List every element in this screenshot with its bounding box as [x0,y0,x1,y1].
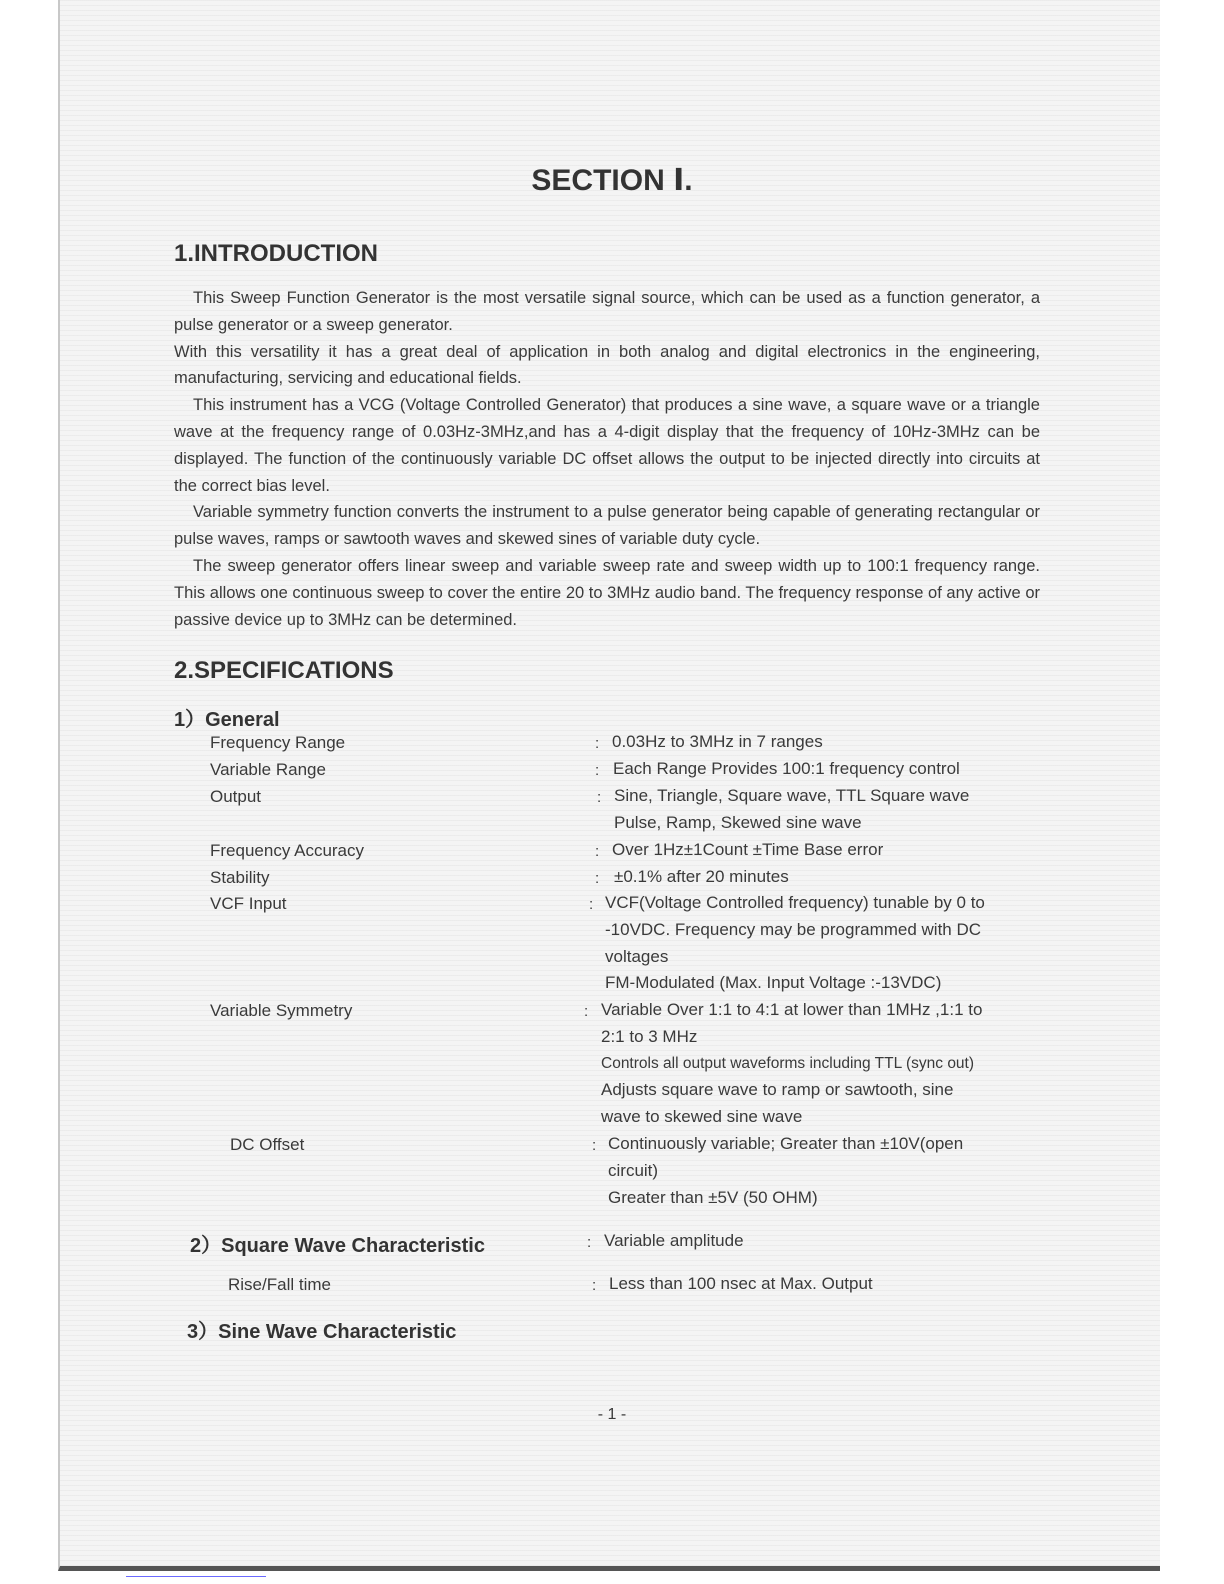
spec-colon: : [592,1277,597,1294]
square-wave-heading: 2）Square Wave Characteristic [190,1235,485,1257]
page-number: - 1 - [597,1406,627,1423]
spec-colon: : [595,735,600,752]
general-heading: 1）General [174,709,280,731]
introduction-heading: 1.INTRODUCTION [174,240,378,267]
spec-value-line: 2:1 to 3 MHz [601,1026,698,1046]
spec-value-line: Adjusts square wave to ramp or sawtooth, sine [601,1080,954,1100]
intro-paragraph: The sweep generator offers linear sweep and variable sweep rate and sweep width up to 100:1 frequency range. This allows one continuous sweep to cover the entire 20 to 3MHz audio band. The frequency response of any active or passive device up to 3MHz can be determined. [174,556,1040,629]
section-title: SECTION Ⅰ. [531,164,693,197]
spec-colon: : [595,843,600,860]
specifications-heading: 2.SPECIFICATIONS [174,657,394,684]
spec-colon: : [587,1234,592,1251]
spec-value-frequency-accuracy [612,837,883,864]
spec-value-line: voltages [605,946,669,966]
spec-value-line: VCF(Voltage Controlled frequency) tunable by 0 to [605,893,985,912]
spec-colon: : [595,762,600,779]
intro-paragraph: This instrument has a VCG (Voltage Controlled Generator) that produces a sine wave, a square wave or a triangle wave at the frequency range of 0.03Hz-3MHz,and has a 4-digit display that the frequency of 10Hz-3MHz can be displayed. The function of the continuously variable DC offset allows the output to be injected directly into circuits at the correct bias level. [174,396,1040,495]
spec-value-line: Each Range Provides 100:1 frequency control [613,759,960,778]
spec-colon: : [595,870,600,887]
spec-value-line: wave to skewed sine wave [601,1107,803,1127]
spec-label-stability: Stability [210,868,270,887]
spec-label-output: Output [210,787,262,806]
intro-paragraph: Variable symmetry function converts the instrument to a pulse generator being capable of generating rectangular or pulse waves, ramps or sawtooth waves and skewed sines of variable duty cycle. [174,503,1040,549]
spec-label-frequency-range: Frequency Range [210,733,346,752]
spec-label-variable-symmetry: Variable Symmetry [210,1001,353,1020]
spec-value-line: Variable Over 1:1 to 4:1 at lower than 1MHz ,1:1 to [601,1000,983,1019]
sine-wave-heading: 3）Sine Wave Characteristic [187,1321,457,1343]
spec-label-frequency-accuracy: Frequency Accuracy [210,841,365,860]
spec-value-line: FM-Modulated (Max. Input Voltage :-13VDC) [605,973,942,993]
spec-value-line: Sine, Triangle, Square wave, TTL Square wave [614,786,970,805]
introduction-body [174,285,1040,633]
spec-value-line: circuit) [608,1160,659,1180]
bottom-divider [126,1576,266,1577]
spec-value-line: Over 1Hz±1Count ±Time Base error [612,840,884,859]
spec-colon: : [584,1003,589,1020]
spec-label-variable-range: Variable Range [210,760,326,779]
spec-colon: : [589,896,594,913]
spec-value-output [614,783,969,837]
spec-colon: : [597,789,602,806]
spec-value-line: Pulse, Ramp, Skewed sine wave [614,812,862,832]
spec-value-line: Controls all output waveforms including TTL (sync out) [601,1054,975,1072]
spec-label-dc-offset: DC Offset [230,1135,305,1154]
spec-value-dc-offset [608,1131,963,1211]
spec-label-vcf-input: VCF Input [210,894,287,913]
spec-value-line: ±0.1% after 20 minutes [614,867,789,886]
spec-value-stability [614,864,789,891]
spec-colon: : [592,1137,597,1154]
spec-value-frequency-range [612,729,823,756]
spec-value-rise-fall-time: Less than 100 nsec at Max. Output [609,1274,873,1293]
spec-value-line: Greater than ±5V (50 OHM) [608,1187,818,1207]
spec-value-line: -10VDC. Frequency may be programmed with DC [605,919,982,939]
spec-value-vcf-input [605,890,985,997]
intro-paragraph: With this versatility it has a great deal of application in both analog and digital electronics in the engineering, manufacturing, servicing and educational fields. [174,342,1040,388]
spec-label-rise-fall-time: Rise/Fall time [228,1275,331,1294]
intro-paragraph: This Sweep Function Generator is the most versatile signal source, which can be used as a function generator, a pulse generator or a sweep generator. [174,289,1040,334]
square-wave-value: Variable amplitude [604,1231,744,1250]
spec-value-line: 0.03Hz to 3MHz in 7 ranges [612,732,823,751]
spec-value-variable-range [613,756,960,783]
spec-value-line: Continuously variable; Greater than ±10V(open [608,1134,964,1153]
spec-value-variable-symmetry [601,997,982,1131]
